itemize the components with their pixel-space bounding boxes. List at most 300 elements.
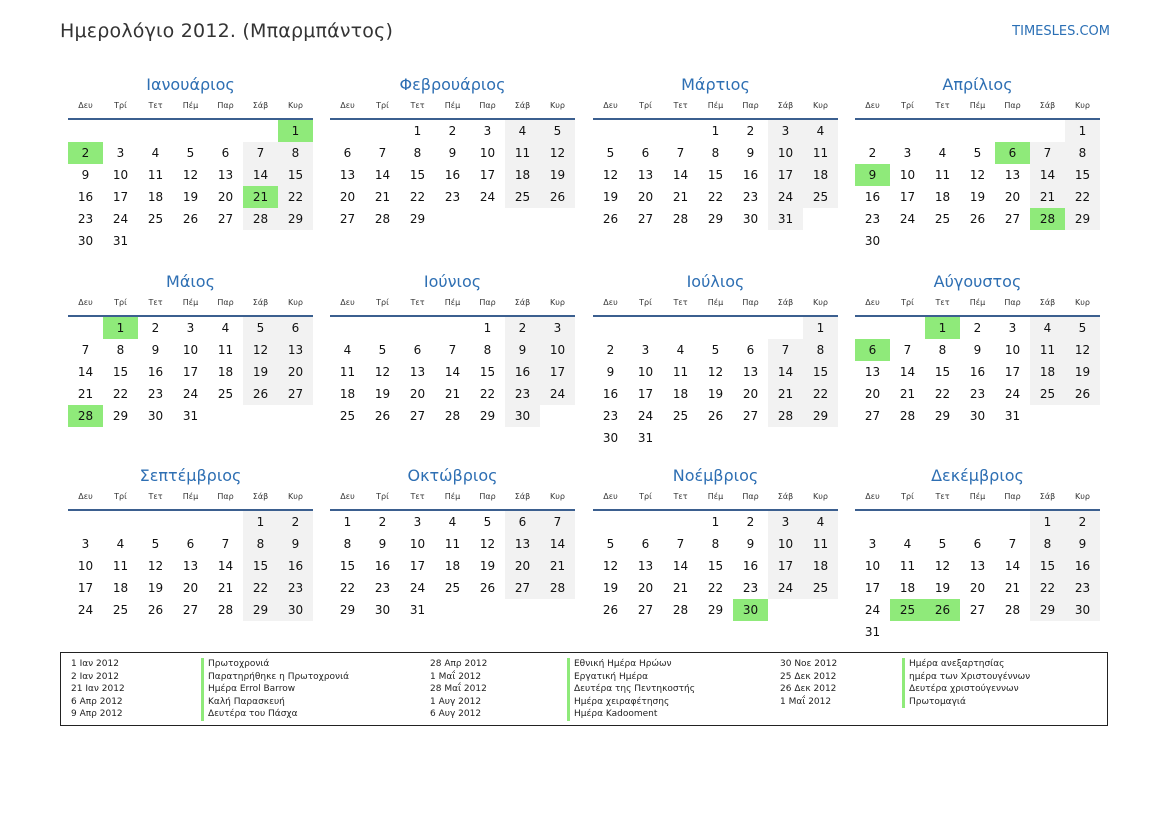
day-cell: 4 (938, 146, 947, 160)
empty-day-cell (593, 511, 628, 533)
day-cell: 22 (1065, 186, 1100, 208)
day-cell: 29 (243, 599, 278, 621)
week-row (330, 361, 575, 383)
day-cell: 23 (969, 387, 986, 401)
weekday-label: Κυρ (1075, 101, 1090, 110)
weekday-label: Δευ (78, 101, 93, 110)
weekday-label: Τετ (410, 101, 425, 110)
day-cell: 27 (505, 577, 540, 599)
day-cell: 22 (803, 383, 838, 405)
weekday-label: Παρ (1004, 101, 1021, 110)
week-row (68, 383, 313, 405)
day-cell: 31 (637, 431, 654, 445)
month-name: Ιανουάριος (146, 75, 235, 94)
day-cell: 17 (768, 555, 803, 577)
day-cell: 21 (1004, 581, 1021, 595)
day-cell: 24 (409, 581, 426, 595)
month-name: Νοέμβριος (672, 466, 759, 485)
weekday-label: Τετ (935, 492, 950, 501)
weekday-header (68, 96, 313, 120)
day-cell: 15 (243, 555, 278, 577)
week-row (593, 208, 838, 230)
week-row (68, 230, 313, 252)
day-cell: 20 (864, 387, 881, 401)
day-cell: 25 (672, 409, 689, 423)
day-cell: 15 (112, 365, 129, 379)
legend-holiday-name: Ημέρα Errol Barrow (201, 683, 349, 696)
day-cell: 5 (606, 537, 615, 551)
day-cell: 11 (444, 537, 461, 551)
day-cell: 16 (969, 365, 986, 379)
day-cell: 10 (864, 559, 881, 573)
weekday-label: Σάβ (1039, 492, 1056, 501)
day-cell: 3 (768, 120, 803, 142)
weekday-label: Κυρ (550, 298, 565, 307)
day-cell: 17 (768, 164, 803, 186)
day-cell: 16 (1065, 555, 1100, 577)
empty-day-cell (593, 120, 628, 142)
day-cell: 8 (413, 146, 422, 160)
day-cell: 31 (409, 603, 426, 617)
week-row (68, 533, 313, 555)
day-cell: 14 (672, 559, 689, 573)
weekday-label: Τετ (935, 298, 950, 307)
week-row (855, 164, 1100, 186)
day-cell: 14 (768, 361, 803, 383)
weekday-label: Δευ (340, 101, 355, 110)
legend-holiday-name: Πρωτοχρονιά (201, 658, 349, 671)
empty-day-cell (365, 317, 400, 339)
legend-date: 21 Ιαν 2012 (71, 684, 125, 694)
empty-day-cell (278, 230, 313, 252)
weekday-label: Τετ (935, 101, 950, 110)
day-cell: 7 (540, 511, 575, 533)
weekday-label: Πέμ (444, 101, 461, 110)
empty-day-cell (540, 405, 575, 427)
legend-dates-col-3 (780, 658, 837, 708)
weekday-label: Τρί (639, 492, 652, 501)
empty-day-cell (925, 230, 960, 252)
weekday-label: Τετ (148, 298, 163, 307)
day-cell: 12 (934, 559, 951, 573)
month-name: Δεκέμβριος (931, 466, 1024, 485)
week-row (330, 142, 575, 164)
weekday-label: Δευ (865, 298, 880, 307)
legend-names-col-3 (902, 658, 1030, 708)
day-cell: 3 (641, 343, 650, 357)
day-cell: 2 (868, 146, 877, 160)
day-cell: 2 (746, 124, 755, 138)
day-cell: 18 (803, 555, 838, 577)
weekday-header (68, 487, 313, 511)
day-cell: 29 (707, 603, 724, 617)
day-cell: 25 (890, 599, 925, 621)
weekday-label: Τρί (901, 101, 914, 110)
day-cell: 26 (969, 212, 986, 226)
day-cell: 22 (934, 387, 951, 401)
day-cell: 8 (938, 343, 947, 357)
day-cell: 14 (77, 365, 94, 379)
day-cell: 20 (409, 387, 426, 401)
day-cell: 28 (768, 405, 803, 427)
day-cell: 29 (339, 603, 356, 617)
day-cell: 17 (182, 365, 199, 379)
empty-day-cell (925, 511, 960, 533)
legend-date: 6 Απρ 2012 (71, 696, 123, 707)
day-cell: 11 (112, 559, 129, 573)
week-row (593, 555, 838, 577)
day-cell: 14 (1004, 559, 1021, 573)
day-cell: 27 (217, 212, 234, 226)
day-cell: 21 (768, 383, 803, 405)
weekday-label: Σάβ (252, 101, 269, 110)
month-name: Ιούλιος (686, 272, 745, 291)
day-cell: 13 (969, 559, 986, 573)
day-cell: 8 (483, 343, 492, 357)
empty-day-cell (803, 427, 838, 449)
weekday-header (855, 96, 1100, 120)
empty-day-cell (243, 120, 278, 142)
day-cell: 25 (934, 212, 951, 226)
month-9 (68, 465, 313, 621)
week-row (855, 383, 1100, 405)
weekday-header (68, 293, 313, 317)
day-cell: 2 (151, 321, 160, 335)
week-row (593, 339, 838, 361)
empty-day-cell (960, 230, 995, 252)
weekday-header (330, 293, 575, 317)
empty-day-cell (435, 317, 470, 339)
day-cell: 17 (112, 190, 129, 204)
day-cell: 27 (182, 603, 199, 617)
day-cell: 2 (68, 142, 103, 164)
day-cell: 28 (217, 603, 234, 617)
day-cell: 10 (479, 146, 496, 160)
empty-day-cell (435, 599, 470, 621)
day-cell: 16 (602, 387, 619, 401)
day-cell: 31 (768, 208, 803, 230)
weekday-label: Δευ (603, 298, 618, 307)
day-cell: 17 (479, 168, 496, 182)
day-cell: 2 (448, 124, 457, 138)
empty-day-cell (208, 120, 243, 142)
day-cell: 26 (243, 383, 278, 405)
day-cell: 4 (343, 343, 352, 357)
day-cell: 5 (606, 146, 615, 160)
weekday-header (855, 293, 1100, 317)
day-cell: 18 (147, 190, 164, 204)
month-name: Φεβρουάριος (399, 75, 506, 94)
empty-day-cell (698, 317, 733, 339)
day-cell: 13 (637, 559, 654, 573)
day-cell: 10 (637, 365, 654, 379)
weekday-label: Σάβ (514, 101, 531, 110)
day-cell: 3 (868, 537, 877, 551)
day-cell: 10 (409, 537, 426, 551)
empty-day-cell (995, 230, 1030, 252)
week-row (68, 317, 313, 339)
day-cell: 9 (746, 537, 755, 551)
weekday-label: Τρί (639, 298, 652, 307)
day-cell: 11 (803, 142, 838, 164)
empty-day-cell (1030, 405, 1065, 427)
day-cell: 19 (602, 581, 619, 595)
legend-date: 2 Ιαν 2012 (71, 671, 119, 682)
day-cell: 22 (479, 387, 496, 401)
day-cell: 24 (899, 212, 916, 226)
day-cell: 27 (1004, 212, 1021, 226)
day-cell: 16 (505, 361, 540, 383)
day-cell: 1 (1065, 120, 1100, 142)
weekday-label: Παρ (479, 101, 496, 110)
day-cell: 13 (864, 365, 881, 379)
empty-day-cell (890, 120, 925, 142)
day-cell: 6 (278, 317, 313, 339)
week-row (68, 120, 313, 142)
day-cell: 27 (637, 212, 654, 226)
day-cell: 5 (540, 120, 575, 142)
day-cell: 4 (903, 537, 912, 551)
day-cell: 29 (934, 409, 951, 423)
legend-holiday-name: Καλή Παρασκευή (201, 696, 349, 709)
day-cell: 23 (742, 581, 759, 595)
week-row (855, 361, 1100, 383)
legend-dates-col-2 (430, 658, 487, 721)
day-cell: 10 (899, 168, 916, 182)
day-cell: 24 (540, 383, 575, 405)
week-row (593, 120, 838, 142)
day-cell: 10 (768, 142, 803, 164)
week-row (593, 186, 838, 208)
empty-day-cell (103, 511, 138, 533)
day-cell: 2 (278, 511, 313, 533)
day-cell: 5 (186, 146, 195, 160)
months-grid (68, 74, 1102, 644)
week-row (68, 405, 313, 427)
day-cell: 26 (182, 212, 199, 226)
week-row (593, 577, 838, 599)
day-cell: 8 (1030, 533, 1065, 555)
empty-day-cell (470, 599, 505, 621)
weekday-label: Τρί (376, 298, 389, 307)
day-cell: 21 (217, 581, 234, 595)
week-row (330, 577, 575, 599)
day-cell: 7 (768, 339, 803, 361)
day-cell: 23 (864, 212, 881, 226)
day-cell: 29 (1030, 599, 1065, 621)
day-cell: 13 (278, 339, 313, 361)
empty-day-cell (628, 317, 663, 339)
day-cell: 28 (672, 212, 689, 226)
day-cell: 17 (864, 581, 881, 595)
week-row (330, 383, 575, 405)
day-cell: 9 (81, 168, 90, 182)
day-cell: 21 (374, 190, 391, 204)
day-cell: 14 (540, 533, 575, 555)
empty-day-cell (925, 120, 960, 142)
site-link[interactable]: TIMESLES.COM (1012, 24, 1110, 39)
day-cell: 20 (637, 581, 654, 595)
day-cell: 15 (409, 168, 426, 182)
week-row (68, 577, 313, 599)
weekday-label: Σάβ (1039, 298, 1056, 307)
weekday-label: Σάβ (1039, 101, 1056, 110)
day-cell: 18 (899, 581, 916, 595)
empty-day-cell (890, 230, 925, 252)
day-cell: 3 (413, 515, 422, 529)
weekday-label: Παρ (742, 492, 759, 501)
day-cell: 22 (112, 387, 129, 401)
day-cell: 18 (803, 164, 838, 186)
empty-day-cell (855, 511, 890, 533)
day-cell: 28 (444, 409, 461, 423)
empty-day-cell (855, 120, 890, 142)
empty-day-cell (330, 317, 365, 339)
week-row (330, 599, 575, 621)
day-cell: 11 (339, 365, 356, 379)
day-cell: 26 (374, 409, 391, 423)
day-cell: 29 (707, 212, 724, 226)
legend-date: 1 Μαΐ 2012 (780, 696, 832, 707)
empty-day-cell (103, 120, 138, 142)
day-cell: 22 (243, 577, 278, 599)
day-cell: 20 (278, 361, 313, 383)
empty-day-cell (768, 317, 803, 339)
month-name: Μάρτιος (681, 75, 750, 94)
day-cell: 7 (221, 537, 230, 551)
day-cell: 19 (969, 190, 986, 204)
day-cell: 30 (733, 599, 768, 621)
day-cell: 10 (182, 343, 199, 357)
day-cell: 10 (768, 533, 803, 555)
month-3 (593, 74, 838, 230)
day-cell: 25 (217, 387, 234, 401)
day-cell: 18 (505, 164, 540, 186)
weekday-label: Δευ (78, 298, 93, 307)
weekday-label: Κυρ (288, 492, 303, 501)
day-cell: 26 (602, 212, 619, 226)
day-cell: 28 (68, 405, 103, 427)
day-cell: 16 (742, 168, 759, 182)
empty-day-cell (540, 208, 575, 230)
day-cell: 8 (343, 537, 352, 551)
day-cell: 28 (243, 208, 278, 230)
day-cell: 3 (483, 124, 492, 138)
day-cell: 2 (1065, 511, 1100, 533)
empty-day-cell (995, 120, 1030, 142)
weekday-label: Τρί (901, 298, 914, 307)
day-cell: 1 (1030, 511, 1065, 533)
legend-date: 25 Δεκ 2012 (780, 671, 837, 682)
day-cell: 7 (1030, 142, 1065, 164)
legend-date: 26 Δεκ 2012 (780, 684, 837, 694)
month-name: Οκτώβριος (407, 466, 498, 485)
day-cell: 7 (81, 343, 90, 357)
empty-day-cell (628, 511, 663, 533)
week-row (855, 120, 1100, 142)
weekday-label: Κυρ (550, 492, 565, 501)
day-cell: 21 (672, 190, 689, 204)
day-cell: 5 (151, 537, 160, 551)
day-cell: 5 (243, 317, 278, 339)
empty-day-cell (540, 599, 575, 621)
month-4 (855, 74, 1100, 252)
weekday-label: Πέμ (444, 298, 461, 307)
day-cell: 1 (413, 124, 422, 138)
day-cell: 16 (864, 190, 881, 204)
empty-day-cell (505, 208, 540, 230)
day-cell: 17 (637, 387, 654, 401)
week-row (68, 208, 313, 230)
day-cell: 16 (77, 190, 94, 204)
weekday-label: Κυρ (813, 492, 828, 501)
weekday-label: Παρ (479, 298, 496, 307)
week-row (68, 142, 313, 164)
day-cell: 29 (803, 405, 838, 427)
week-row (593, 317, 838, 339)
week-row (68, 555, 313, 577)
day-cell: 18 (934, 190, 951, 204)
week-row (855, 599, 1100, 621)
day-cell: 2 (973, 321, 982, 335)
day-cell: 18 (217, 365, 234, 379)
day-cell: 14 (374, 168, 391, 182)
day-cell: 17 (409, 559, 426, 573)
month-name: Ιούνιος (423, 272, 482, 291)
week-row (68, 361, 313, 383)
day-cell: 30 (278, 599, 313, 621)
empty-day-cell (960, 511, 995, 533)
day-cell: 26 (925, 599, 960, 621)
week-row (330, 339, 575, 361)
empty-day-cell (68, 317, 103, 339)
day-cell: 13 (339, 168, 356, 182)
day-cell: 7 (903, 343, 912, 357)
day-cell: 16 (278, 555, 313, 577)
day-cell: 30 (505, 405, 540, 427)
day-cell: 3 (81, 537, 90, 551)
day-cell: 6 (221, 146, 230, 160)
week-row (855, 208, 1100, 230)
empty-day-cell (768, 599, 803, 621)
empty-day-cell (1065, 621, 1100, 643)
day-cell: 23 (374, 581, 391, 595)
day-cell: 20 (505, 555, 540, 577)
weekday-label: Κυρ (550, 101, 565, 110)
day-cell: 19 (934, 581, 951, 595)
day-cell: 7 (676, 146, 685, 160)
day-cell: 1 (483, 321, 492, 335)
empty-day-cell (663, 317, 698, 339)
day-cell: 10 (540, 339, 575, 361)
day-cell: 14 (899, 365, 916, 379)
weekday-header (330, 96, 575, 120)
day-cell: 9 (378, 537, 387, 551)
day-cell: 5 (483, 515, 492, 529)
weekday-label: Τετ (148, 101, 163, 110)
day-cell: 3 (768, 511, 803, 533)
day-cell: 21 (77, 387, 94, 401)
day-cell: 24 (1004, 387, 1021, 401)
day-cell: 20 (217, 190, 234, 204)
day-cell: 15 (803, 361, 838, 383)
day-cell: 18 (1030, 361, 1065, 383)
empty-day-cell (173, 511, 208, 533)
week-row (855, 317, 1100, 339)
day-cell: 30 (742, 212, 759, 226)
legend-date: 1 Μαΐ 2012 (430, 671, 482, 682)
weekday-label: Δευ (603, 492, 618, 501)
